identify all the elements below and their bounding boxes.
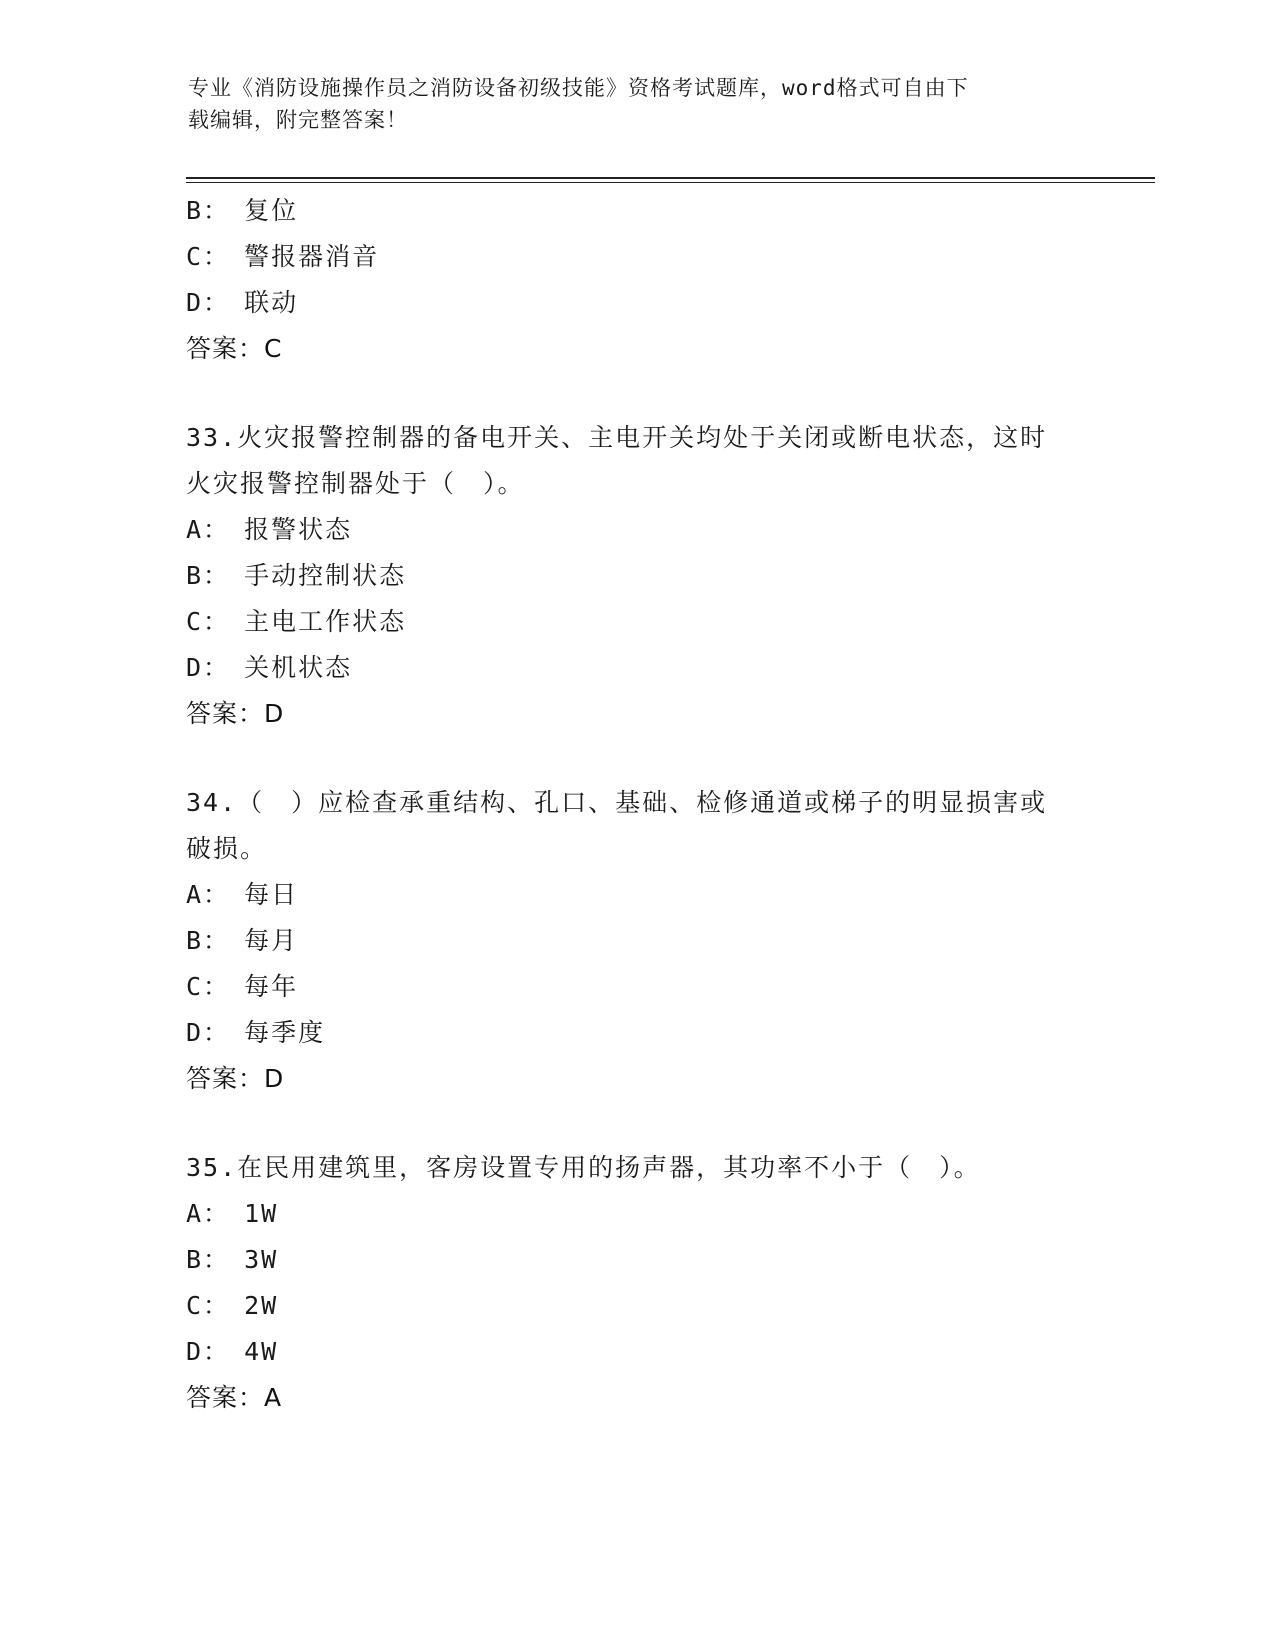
answer-line: 答案：D: [186, 1064, 285, 1093]
spacer: [186, 372, 1086, 415]
option-text: 报警状态: [244, 515, 353, 544]
option-text: 复位: [244, 196, 299, 225]
spacer: [186, 737, 1086, 780]
option-letter: D：: [186, 288, 231, 317]
option-row: [186, 1329, 1086, 1375]
header-line-1: 专业《消防设施操作员之消防设备初级技能》资格考试题库，word格式可自由下: [188, 76, 969, 100]
answer-line: 答案：C: [186, 334, 283, 363]
option-letter: C：: [186, 1291, 231, 1320]
option-text: 3W: [244, 1245, 279, 1274]
option-row: [186, 599, 1086, 645]
question-stem: 35.在民用建筑里，客房设置专用的扬声器，其功率不小于（ ）。: [186, 1153, 981, 1182]
header-divider-thin: [186, 182, 1155, 183]
header-line-2: 载编辑，附完整答案！: [188, 108, 408, 132]
option-row: [186, 1237, 1086, 1283]
option-text: 关机状态: [244, 653, 353, 682]
option-letter: B：: [186, 926, 231, 955]
question-34: [186, 780, 1086, 1102]
option-row: [186, 645, 1086, 691]
option-text: 2W: [244, 1291, 279, 1320]
option-row: [186, 553, 1086, 599]
option-text: 每日: [244, 880, 299, 909]
option-row: [186, 964, 1086, 1010]
option-row: [186, 1010, 1086, 1056]
question-35: [186, 1145, 1086, 1421]
answer-line: 答案：A: [186, 1383, 283, 1412]
option-row: [186, 234, 1086, 280]
option-text: 联动: [244, 288, 299, 317]
option-row: [186, 1283, 1086, 1329]
question-33: [186, 415, 1086, 737]
option-row: [186, 918, 1086, 964]
option-letter: C：: [186, 242, 231, 271]
option-text: 每月: [244, 926, 299, 955]
option-letter: B：: [186, 1245, 231, 1274]
option-letter: A：: [186, 880, 231, 909]
option-text: 1W: [244, 1199, 279, 1228]
option-text: 手动控制状态: [244, 561, 407, 590]
answer-line: 答案：D: [186, 699, 285, 728]
prev-question: [186, 188, 1086, 372]
option-letter: D：: [186, 653, 231, 682]
option-letter: B：: [186, 561, 231, 590]
option-letter: B：: [186, 196, 231, 225]
option-text: 4W: [244, 1337, 279, 1366]
question-content: [186, 188, 1086, 1421]
option-text: 主电工作状态: [244, 607, 407, 636]
option-text: 警报器消音: [244, 242, 380, 271]
spacer: [186, 1102, 1086, 1145]
option-letter: C：: [186, 607, 231, 636]
header-divider-thick: [186, 177, 1155, 179]
document-header: [188, 72, 1088, 136]
option-letter: A：: [186, 515, 231, 544]
option-text: 每年: [244, 972, 299, 1001]
option-letter: A：: [186, 1199, 231, 1228]
option-row: [186, 188, 1086, 234]
question-stem: 34.（ ）应检查承重结构、孔口、基础、检修通道或梯子的明显损害或破损。: [186, 788, 1048, 863]
question-stem: 33.火灾报警控制器的备电开关、主电开关均处于关闭或断电状态，这时火灾报警控制器处于（ ）。: [186, 423, 1048, 498]
option-text: 每季度: [244, 1018, 326, 1047]
option-row: [186, 1191, 1086, 1237]
option-letter: D：: [186, 1337, 231, 1366]
option-letter: D：: [186, 1018, 231, 1047]
option-row: [186, 280, 1086, 326]
option-row: [186, 872, 1086, 918]
option-row: [186, 507, 1086, 553]
option-letter: C：: [186, 972, 231, 1001]
